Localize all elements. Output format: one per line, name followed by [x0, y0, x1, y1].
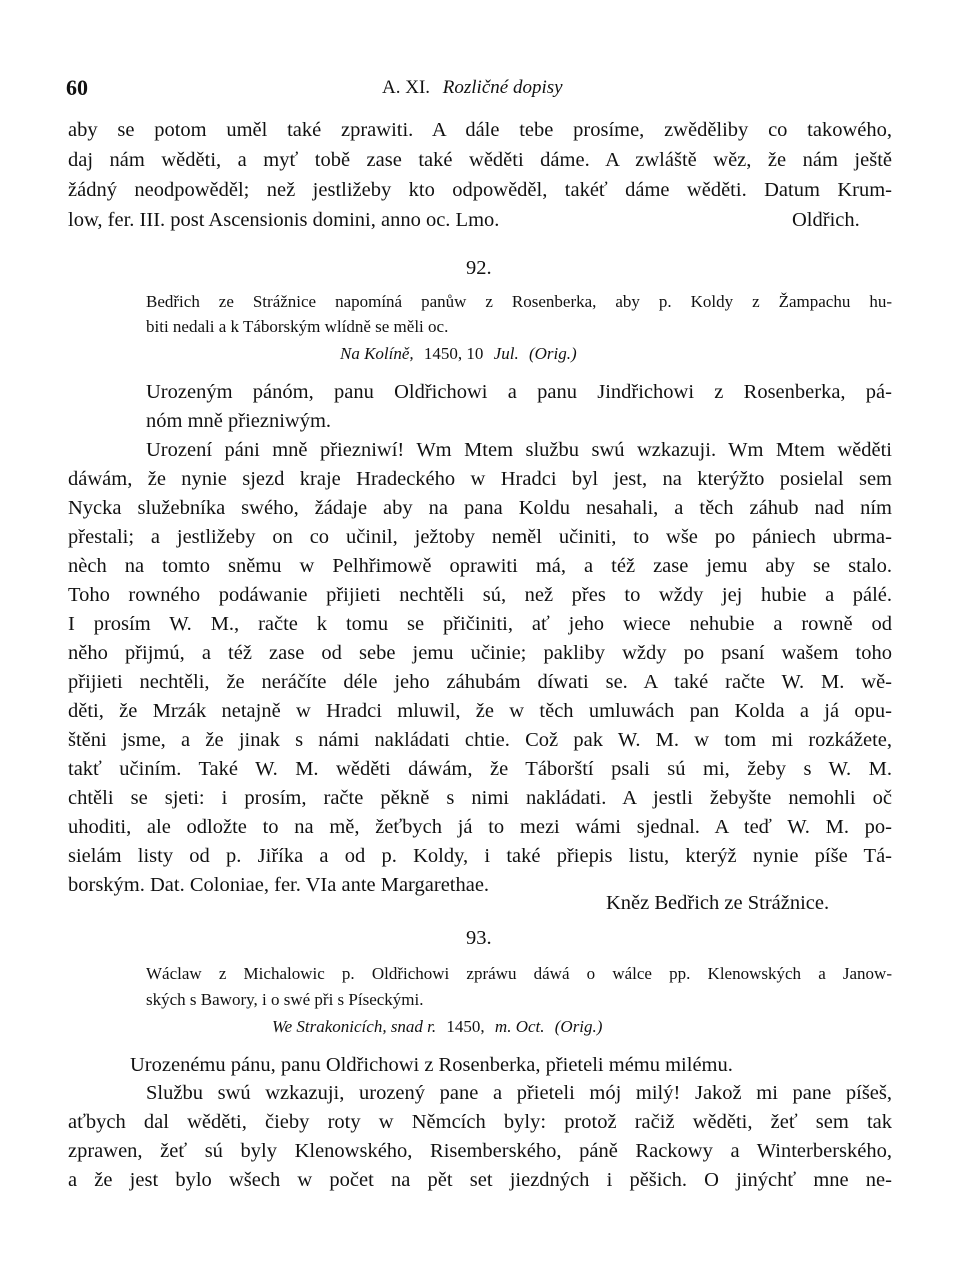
- source-note: (Orig.): [554, 1017, 603, 1036]
- text-line: něho přijmú, a též zase od sebe jemu učinie; pakliby wždy po psaní wašem toho: [68, 642, 892, 664]
- text-line: zprawen, žeť sú byly Klenowského, Risemberského, páně Rackowy a Winterberského,: [68, 1140, 892, 1162]
- text-line: uhoditi, ale odložte to na mě, žeťbych já to mezi wámi sjednal. A teď W. M. po-: [68, 816, 892, 838]
- text-line: žádný neodpowěděl; než jestližeby kto odpowěděl, takéť dáme wěděti. Datum Krum-: [68, 179, 892, 201]
- summary-line: Wáclaw z Michalowic p. Oldřichowi zpráwu dáwá o wálce pp. Klenowských a Janow-: [146, 964, 892, 983]
- text-line: děti, že Mrzák netajně w Hradci mluwil, že w těch umluwách pan Kolda a já opu-: [68, 700, 892, 722]
- text-line: dáwám, že nynie sjezd kraje Hradeckého w Hradci byl jest, na kterýžto posielal sem: [68, 468, 892, 490]
- letter-signature: Kněz Bedřich ze Strážnice.: [606, 892, 830, 914]
- letter-number: 92.: [466, 257, 492, 279]
- text-line: chtěli se sjeti: i prosím, račte pěkně s nimi nakládati. A jestli žebyšte nemohli oč: [68, 787, 892, 809]
- letter-number: 93.: [466, 927, 492, 949]
- address-line: Urozenému pánu, panu Oldřichowi z Rosenberka, přieteli mému milému.: [130, 1054, 733, 1076]
- letter-signature: Oldřich.: [792, 209, 860, 231]
- text-line: Službu swú wzkazuji, urozený pane a přieteli mój milý! Jakož mi pane píšeš,: [146, 1082, 892, 1104]
- source-place: Na Kolíně,: [340, 344, 414, 363]
- text-line: Urození páni mně přiezniwí! Wm Mtem službu swú wzkazuji. Wm Mtem wěděti: [146, 439, 892, 461]
- text-line: nèch na tomto sněmu w Pelhřimowě oprawiti má, a též zase jemu aby se stalo.: [68, 555, 892, 577]
- text-line: přijieti nechtěli, že neráčíte déle jeho záhubám díwati se. A také račte W. M. wě-: [68, 671, 892, 693]
- text-line: a že jest bylo wšech w počet na pět set jiezdných i pěšich. O jinýchť mne ne-: [68, 1169, 892, 1191]
- summary-line: Bedřich ze Strážnice napomíná panůw z Rosenberka, aby p. Koldy z Žampachu hu-: [146, 292, 892, 311]
- source-month: m. Oct.: [494, 1017, 545, 1036]
- text-line: aťbych dal wěděti, čieby roty w Němcích byly: protož račiž wěděti, žeť sem tak: [68, 1111, 892, 1133]
- text-line: I prosím W. M., račte k tomu se přičiniti, ať jeho wiece nehubie a rowně od: [68, 613, 892, 635]
- address-line: nóm mně přiezniwým.: [146, 410, 332, 432]
- running-head-title: Rozličné dopisy: [442, 77, 563, 98]
- text-line: přestali; a jestližeby on co učinil, ježtoby neměl učiniti, to wše po pániech ubrma-: [68, 526, 892, 548]
- summary-line: ských s Bawory, i o swé při s Píseckými.: [146, 990, 424, 1009]
- source-date: 1450,: [446, 1017, 485, 1036]
- text-line: Toho rowného podáwanie přijieti nechtěli sú, než přes to wždy jej hubie a pálé.: [68, 584, 892, 606]
- text-line: Nycka služebníka swého, žádaje aby na pana Koldu nesahali, a těch záhub nad ním: [68, 497, 892, 519]
- source-line: [340, 340, 577, 368]
- text-line: daj nám wěděti, a myť tobě zase také wěděti dáme. A zwláště wěz, že nám ještě: [68, 149, 892, 171]
- page-number: 60: [66, 75, 88, 100]
- text-line: takť učiním. Také W. M. wěděti dáwám, že Táborští psali sú mi, žeby s W. M.: [68, 758, 892, 780]
- text-line: borským. Dat. Coloniae, fer. VIa ante Margarethae.: [68, 874, 490, 896]
- summary-line: biti nedali a k Táborským wlídně se měli oc.: [146, 317, 449, 336]
- source-place: We Strakonicích, snad r.: [272, 1017, 437, 1036]
- running-head: [382, 74, 563, 102]
- text-line: aby se potom uměl také zprawiti. A dále tebe prosíme, zwěděliby co takowého,: [68, 119, 892, 141]
- source-month: Jul.: [493, 344, 519, 363]
- text-line: low, fer. III. post Ascensionis domini, anno oc. Lmo.: [68, 209, 500, 231]
- text-line: sielám listy od p. Jiříka a od p. Koldy, i také přiepis listu, kterýž nynie píše Tá-: [68, 845, 892, 867]
- source-date: 1450, 10: [423, 344, 484, 363]
- text-line: štěni jsme, a že jinak s námi nakládati chtie. Což pak W. M. w tom mi rozkážete,: [68, 729, 892, 751]
- source-line: [272, 1013, 602, 1041]
- source-note: (Orig.): [528, 344, 577, 363]
- running-head-section: A. XI.: [382, 77, 431, 98]
- address-line: Urozeným pánóm, panu Oldřichowi a panu Jindřichowi z Rosenberka, pá-: [146, 381, 892, 403]
